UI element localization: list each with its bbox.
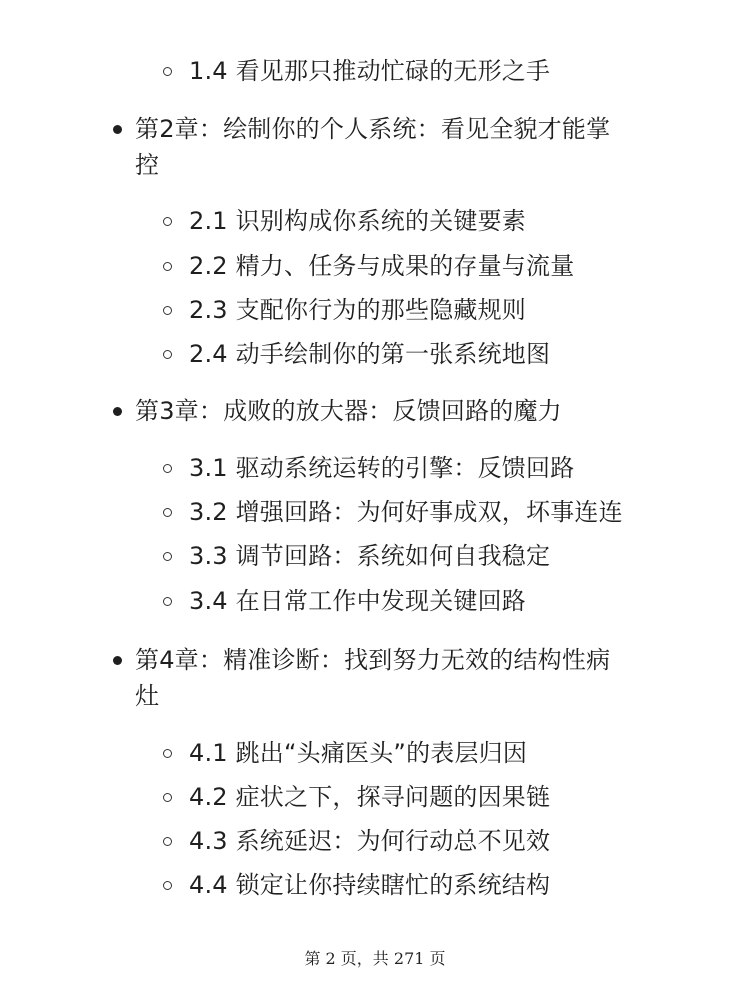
- toc-section-label: 4.3 系统延迟：为何行动总不见效: [189, 827, 551, 855]
- toc-chapter-title-line-1: 第2章：绘制你的个人系统：看见全貌才能掌: [135, 115, 611, 143]
- toc-section-label: 4.1 跳出“头痛医头”的表层归因: [189, 739, 528, 767]
- solid-bullet-icon: [113, 407, 122, 416]
- toc-section-label: 2.4 动手绘制你的第一张系统地图: [189, 340, 551, 368]
- toc-section-label: 4.4 锁定让你持续瞎忙的系统结构: [189, 871, 551, 899]
- toc-section-label: 3.1 驱动系统运转的引擎：反馈回路: [189, 454, 575, 482]
- toc-chapter-2[interactable]: [0, 111, 750, 183]
- toc-section-label: 2.1 识别构成你系统的关键要素: [189, 207, 526, 235]
- toc-chapter-3[interactable]: [0, 393, 750, 429]
- hollow-bullet-icon: [163, 793, 172, 802]
- hollow-bullet-icon: [163, 306, 172, 315]
- toc-chapter-title-line-2: 灶: [135, 682, 160, 710]
- hollow-bullet-icon: [163, 837, 172, 846]
- toc-section-label: 4.2 症状之下，探寻问题的因果链: [189, 783, 551, 811]
- toc-section-label: 3.2 增强回路：为何好事成双，坏事连连: [189, 498, 623, 526]
- hollow-bullet-icon: [163, 749, 172, 758]
- hollow-bullet-icon: [163, 67, 172, 76]
- hollow-bullet-icon: [163, 464, 172, 473]
- page-number-footer: 第 2 页，共 271 页: [304, 949, 446, 968]
- toc-chapter-title-line-2: 控: [135, 151, 160, 179]
- hollow-bullet-icon: [163, 881, 172, 890]
- solid-bullet-icon: [113, 125, 122, 134]
- hollow-bullet-icon: [163, 262, 172, 271]
- solid-bullet-icon: [113, 656, 122, 665]
- toc-chapter-4[interactable]: [0, 642, 750, 714]
- toc-section-label: 1.4 看见那只推动忙碌的无形之手: [189, 57, 551, 85]
- toc-section-label: 3.3 调节回路：系统如何自我稳定: [189, 542, 551, 570]
- hollow-bullet-icon: [163, 217, 172, 226]
- hollow-bullet-icon: [163, 350, 172, 359]
- hollow-bullet-icon: [163, 597, 172, 606]
- toc-section-label: 2.3 支配你行为的那些隐藏规则: [189, 296, 526, 324]
- toc-section-label: 3.4 在日常工作中发现关键回路: [189, 587, 526, 615]
- toc-chapter-title-line-1: 第3章：成败的放大器：反馈回路的魔力: [135, 397, 562, 425]
- hollow-bullet-icon: [163, 508, 172, 517]
- toc-section-label: 2.2 精力、任务与成果的存量与流量: [189, 252, 575, 280]
- hollow-bullet-icon: [163, 552, 172, 561]
- toc-chapter-title-line-1: 第4章：精准诊断：找到努力无效的结构性病: [135, 646, 611, 674]
